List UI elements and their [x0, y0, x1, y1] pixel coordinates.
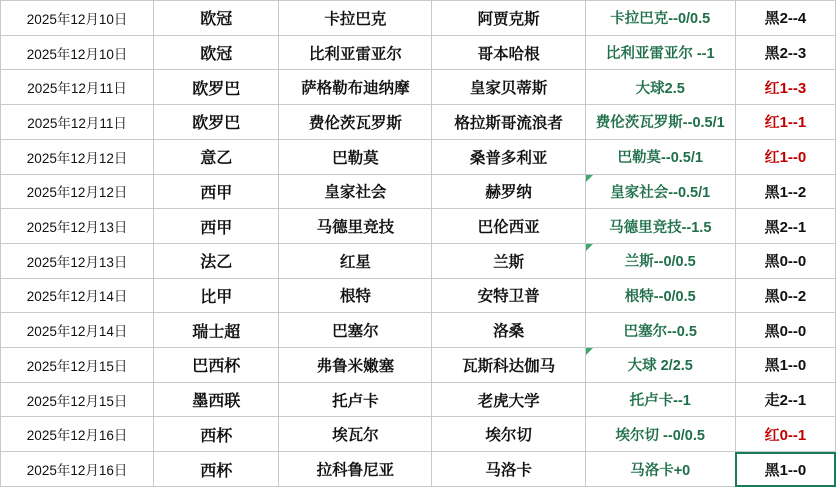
cell-date-text: 2025年12月16日	[26, 428, 128, 444]
cell-content	[432, 70, 584, 104]
cell-pick-text: 大球2.5	[635, 80, 685, 97]
cell-home-team-text: 托卢卡	[332, 392, 379, 410]
table-row	[1, 209, 836, 244]
cell-content	[154, 140, 278, 174]
cell-home-team-text: 红星	[339, 253, 371, 271]
cell-home-team-text: 埃瓦尔	[332, 427, 379, 445]
cell-league-text: 意乙	[200, 150, 233, 168]
cell-home-team[interactable]	[279, 313, 432, 348]
cell-pick[interactable]	[585, 209, 735, 244]
cell-result-text: 红0--1	[764, 426, 807, 444]
cell-league[interactable]	[154, 139, 279, 174]
cell-date[interactable]	[1, 35, 154, 70]
cell-content	[154, 105, 278, 139]
cell-result-text: 黑1--0	[764, 461, 807, 479]
cell-result[interactable]	[735, 348, 835, 383]
cell-home-team[interactable]	[279, 209, 432, 244]
cell-result[interactable]	[735, 313, 835, 348]
cell-result[interactable]	[735, 70, 835, 105]
cell-content	[279, 36, 431, 70]
cell-league-text: 法乙	[200, 254, 233, 272]
cell-content	[432, 452, 584, 486]
cell-date[interactable]	[1, 105, 154, 140]
cell-content	[279, 313, 431, 347]
cell-home-team-text: 卡拉巴克	[324, 10, 387, 28]
cell-pick-text: 卡拉巴克--0/0.5	[610, 11, 711, 28]
cell-content	[279, 244, 431, 278]
cell-home-team-text: 比利亚雷亚尔	[308, 45, 402, 63]
cell-away-team[interactable]	[432, 417, 585, 452]
cell-away-team-text: 老虎大学	[477, 392, 540, 410]
cell-pick[interactable]	[585, 70, 735, 105]
cell-pick[interactable]	[585, 382, 735, 417]
cell-league-text: 欧罗巴	[192, 115, 241, 133]
cell-away-team[interactable]	[432, 278, 585, 313]
cell-pick-text: 皇家社会--0.5/1	[610, 184, 711, 201]
cell-result[interactable]	[735, 174, 835, 209]
cell-content	[279, 1, 431, 35]
cell-content	[154, 417, 278, 451]
cell-date[interactable]	[1, 209, 154, 244]
cell-content	[586, 105, 735, 139]
cell-content	[432, 140, 584, 174]
cell-pick-text: 费伦茨瓦罗斯--0.5/1	[595, 115, 725, 132]
cell-away-team[interactable]	[432, 35, 585, 70]
cell-content	[736, 452, 835, 486]
cell-pick[interactable]	[585, 452, 735, 487]
cell-date[interactable]	[1, 382, 154, 417]
cell-content	[154, 452, 278, 486]
table-row	[1, 243, 836, 278]
cell-content	[736, 348, 835, 382]
cell-content	[1, 36, 153, 70]
cell-home-team[interactable]	[279, 348, 432, 383]
cell-pick[interactable]	[585, 174, 735, 209]
table-row	[1, 313, 836, 348]
cell-content	[1, 70, 153, 104]
cell-content	[279, 105, 431, 139]
cell-date[interactable]	[1, 243, 154, 278]
cell-league-text: 西甲	[200, 219, 233, 237]
cell-away-team[interactable]	[432, 382, 585, 417]
cell-date[interactable]	[1, 348, 154, 383]
cell-league-text: 瑞士超	[192, 323, 241, 341]
cell-league[interactable]	[154, 105, 279, 140]
cell-content	[154, 1, 278, 35]
cell-content	[736, 36, 835, 70]
cell-content	[279, 209, 431, 243]
cell-league[interactable]	[154, 278, 279, 313]
table-row	[1, 35, 836, 70]
cell-content	[432, 175, 584, 209]
cell-content	[736, 140, 835, 174]
cell-away-team-text: 皇家贝蒂斯	[469, 80, 548, 98]
cell-pick[interactable]	[585, 1, 735, 36]
cell-content	[736, 279, 835, 313]
cell-date[interactable]	[1, 139, 154, 174]
cell-away-team[interactable]	[432, 348, 585, 383]
cell-home-team[interactable]	[279, 278, 432, 313]
cell-pick[interactable]	[585, 313, 735, 348]
cell-result[interactable]	[735, 243, 835, 278]
cell-date-text: 2025年12月12日	[26, 185, 128, 201]
cell-content	[1, 105, 153, 139]
cell-away-team-text: 马洛卡	[485, 462, 532, 480]
cell-content	[432, 348, 584, 382]
cell-content	[154, 244, 278, 278]
cell-content	[154, 348, 278, 382]
cell-league[interactable]	[154, 1, 279, 36]
cell-home-team[interactable]	[279, 452, 432, 487]
cell-home-team[interactable]	[279, 243, 432, 278]
cell-date[interactable]	[1, 452, 154, 487]
cell-content	[1, 348, 153, 382]
cell-home-team-text: 巴勒莫	[332, 149, 379, 167]
cell-content	[432, 1, 584, 35]
cell-date[interactable]	[1, 70, 154, 105]
table-row	[1, 278, 836, 313]
cell-content	[432, 105, 584, 139]
cell-pick-text: 马洛卡+0	[630, 462, 691, 479]
cell-home-team[interactable]	[279, 70, 432, 105]
cell-date-text: 2025年12月16日	[26, 463, 128, 479]
cell-home-team[interactable]	[279, 382, 432, 417]
cell-date[interactable]	[1, 174, 154, 209]
cell-league[interactable]	[154, 452, 279, 487]
cell-away-team-text: 哥本哈根	[477, 45, 540, 63]
cell-content	[432, 417, 584, 451]
cell-date[interactable]	[1, 1, 154, 36]
cell-league-text: 比甲	[200, 288, 233, 306]
cell-content	[1, 209, 153, 243]
cell-league[interactable]	[154, 417, 279, 452]
cell-content	[736, 70, 835, 104]
cell-pick[interactable]	[585, 105, 735, 140]
cell-league-text: 西杯	[200, 427, 233, 445]
cell-content	[736, 244, 835, 278]
cell-content	[736, 417, 835, 451]
cell-pick[interactable]	[585, 278, 735, 313]
cell-date-text: 2025年12月11日	[27, 81, 127, 97]
table-row	[1, 70, 836, 105]
table-row	[1, 139, 836, 174]
cell-away-team[interactable]	[432, 1, 585, 36]
cell-date-text: 2025年12月12日	[26, 150, 128, 166]
table-row	[1, 382, 836, 417]
cell-away-team-text: 洛桑	[493, 323, 525, 341]
cell-league[interactable]	[154, 382, 279, 417]
cell-content	[154, 313, 278, 347]
cell-pick[interactable]	[585, 348, 735, 383]
cell-league[interactable]	[154, 35, 279, 70]
cell-home-team[interactable]	[279, 1, 432, 36]
cell-content	[736, 105, 835, 139]
cell-content	[154, 70, 278, 104]
cell-pick[interactable]	[585, 243, 735, 278]
cell-league[interactable]	[154, 313, 279, 348]
cell-content	[586, 209, 735, 243]
cell-content	[279, 452, 431, 486]
cell-home-team[interactable]	[279, 35, 432, 70]
cell-home-team-text: 萨格勒布迪纳摩	[301, 80, 410, 98]
cell-away-team-text: 兰斯	[493, 253, 525, 271]
cell-content	[1, 1, 153, 35]
cell-pick-text: 埃尔切 --0/0.5	[615, 427, 705, 444]
cell-content	[1, 383, 153, 417]
cell-result[interactable]	[735, 35, 835, 70]
cell-away-team-text: 安特卫普	[477, 288, 540, 306]
cell-pick-text: 巴塞尔--0.5	[623, 323, 697, 340]
table-row	[1, 174, 836, 209]
cell-league[interactable]	[154, 348, 279, 383]
cell-league-text: 西甲	[200, 184, 233, 202]
cell-content	[432, 279, 584, 313]
cell-content	[1, 140, 153, 174]
table-row	[1, 105, 836, 140]
cell-away-team[interactable]	[432, 243, 585, 278]
cell-content	[154, 209, 278, 243]
cell-pick[interactable]	[585, 139, 735, 174]
cell-result[interactable]	[735, 382, 835, 417]
cell-content	[432, 244, 584, 278]
cell-home-team-text: 费伦茨瓦罗斯	[308, 114, 402, 132]
cell-away-team-text: 阿贾克斯	[477, 10, 540, 28]
cell-home-team-text: 拉科鲁尼亚	[316, 462, 395, 480]
cell-marker-triangle	[586, 348, 735, 382]
cell-content	[154, 175, 278, 209]
cell-home-team[interactable]	[279, 417, 432, 452]
cell-away-team[interactable]	[432, 452, 585, 487]
cell-marker-triangle	[586, 175, 735, 209]
cell-league[interactable]	[154, 209, 279, 244]
cell-away-team-text: 赫罗纳	[485, 184, 532, 202]
cell-content	[1, 279, 153, 313]
cell-result-text: 黑2--1	[764, 218, 807, 236]
cell-pick-text: 根特--0/0.5	[624, 288, 696, 305]
cell-content	[279, 70, 431, 104]
cell-content	[586, 36, 735, 70]
cell-content	[432, 313, 584, 347]
cell-home-team[interactable]	[279, 139, 432, 174]
cell-content	[154, 36, 278, 70]
cell-result-text: 黑1--2	[764, 183, 807, 201]
cell-content	[586, 1, 735, 35]
cell-result-text: 走2--1	[764, 392, 807, 410]
cell-content	[1, 175, 153, 209]
cell-content	[586, 140, 735, 174]
cell-pick-text: 马德里竞技--1.5	[609, 219, 712, 236]
cell-content	[279, 140, 431, 174]
cell-away-team-text: 瓦斯科达伽马	[462, 357, 556, 375]
cell-result-text: 红1--3	[764, 79, 807, 97]
cell-content	[586, 313, 735, 347]
cell-date-text: 2025年12月14日	[26, 324, 128, 340]
cell-result-text: 黑2--4	[764, 10, 807, 28]
cell-date-text: 2025年12月11日	[27, 115, 127, 131]
cell-pick-text: 巴勒莫--0.5/1	[617, 150, 703, 167]
cell-result-text: 黑0--0	[764, 253, 807, 271]
cell-away-team[interactable]	[432, 313, 585, 348]
cell-content	[736, 1, 835, 35]
cell-result-text: 黑0--2	[764, 287, 807, 305]
cell-content	[1, 244, 153, 278]
cell-away-team-text: 桑普多利亚	[469, 149, 548, 167]
cell-league[interactable]	[154, 70, 279, 105]
cell-content	[279, 348, 431, 382]
table-row	[1, 452, 836, 487]
cell-home-team[interactable]	[279, 105, 432, 140]
cell-away-team[interactable]	[432, 70, 585, 105]
cell-pick-text: 大球 2/2.5	[627, 358, 693, 375]
cell-home-team-text: 马德里竞技	[316, 219, 395, 237]
cell-away-team[interactable]	[432, 105, 585, 140]
cell-date-text: 2025年12月15日	[26, 393, 128, 409]
cell-result[interactable]	[735, 139, 835, 174]
cell-pick[interactable]	[585, 35, 735, 70]
cell-result-text: 黑2--3	[764, 45, 807, 63]
cell-home-team-text: 弗鲁米嫩塞	[316, 357, 395, 375]
cell-league-text: 墨西联	[192, 393, 241, 411]
cell-result[interactable]	[735, 278, 835, 313]
cell-home-team-text: 根特	[339, 288, 371, 306]
cell-content	[279, 175, 431, 209]
cell-home-team[interactable]	[279, 174, 432, 209]
cell-content	[432, 209, 584, 243]
cell-result-text: 红1--1	[764, 114, 807, 132]
cell-content	[586, 383, 735, 417]
cell-away-team[interactable]	[432, 209, 585, 244]
cell-marker-triangle	[586, 244, 735, 278]
cell-pick-text: 比利亚雷亚尔 --1	[605, 46, 715, 63]
cell-league[interactable]	[154, 243, 279, 278]
cell-content	[279, 417, 431, 451]
cell-content	[1, 417, 153, 451]
cell-content	[586, 70, 735, 104]
cell-result[interactable]	[735, 417, 835, 452]
cell-league-text: 巴西杯	[192, 358, 241, 376]
cell-home-team-text: 皇家社会	[324, 184, 387, 202]
cell-content	[154, 383, 278, 417]
cell-league-text: 西杯	[200, 462, 233, 480]
cell-result-text: 黑1--0	[764, 357, 807, 375]
cell-content	[154, 279, 278, 313]
cell-result-text: 红1--0	[764, 149, 807, 167]
cell-home-team-text: 巴塞尔	[332, 323, 379, 341]
cell-date[interactable]	[1, 417, 154, 452]
cell-away-team-text: 巴伦西亚	[477, 219, 540, 237]
cell-league[interactable]	[154, 174, 279, 209]
cell-result[interactable]	[735, 452, 835, 487]
cell-content	[586, 417, 735, 451]
cell-pick-text: 兰斯--0/0.5	[624, 254, 696, 271]
cell-content	[1, 313, 153, 347]
cell-date[interactable]	[1, 313, 154, 348]
cell-content	[736, 175, 835, 209]
cell-away-team[interactable]	[432, 139, 585, 174]
cell-content	[586, 452, 735, 486]
cell-date[interactable]	[1, 278, 154, 313]
cell-result[interactable]	[735, 105, 835, 140]
table-row	[1, 1, 836, 36]
cell-date-text: 2025年12月14日	[26, 289, 128, 305]
cell-content	[432, 36, 584, 70]
cell-away-team-text: 埃尔切	[485, 427, 532, 445]
cell-date-text: 2025年12月10日	[26, 11, 128, 27]
cell-content	[736, 209, 835, 243]
cell-date-text: 2025年12月15日	[26, 358, 128, 374]
cell-content	[736, 313, 835, 347]
cell-content	[736, 383, 835, 417]
cell-league-text: 欧罗巴	[192, 80, 241, 98]
cell-content	[279, 279, 431, 313]
cell-away-team[interactable]	[432, 174, 585, 209]
cell-away-team-text: 格拉斯哥流浪者	[454, 114, 563, 132]
cell-content	[586, 279, 735, 313]
cell-pick[interactable]	[585, 417, 735, 452]
cell-date-text: 2025年12月10日	[26, 46, 128, 62]
cell-result-text: 黑0--0	[764, 322, 807, 340]
cell-result[interactable]	[735, 1, 835, 36]
cell-league-text: 欧冠	[200, 46, 233, 64]
cell-date-text: 2025年12月13日	[26, 254, 128, 270]
cell-date-text: 2025年12月13日	[26, 220, 128, 236]
cell-content	[279, 383, 431, 417]
cell-content	[1, 452, 153, 486]
table-row	[1, 348, 836, 383]
cell-content	[432, 383, 584, 417]
cell-league-text: 欧冠	[200, 11, 233, 29]
cell-result[interactable]	[735, 209, 835, 244]
cell-pick-text: 托卢卡--1	[629, 393, 691, 410]
table-row	[1, 417, 836, 452]
